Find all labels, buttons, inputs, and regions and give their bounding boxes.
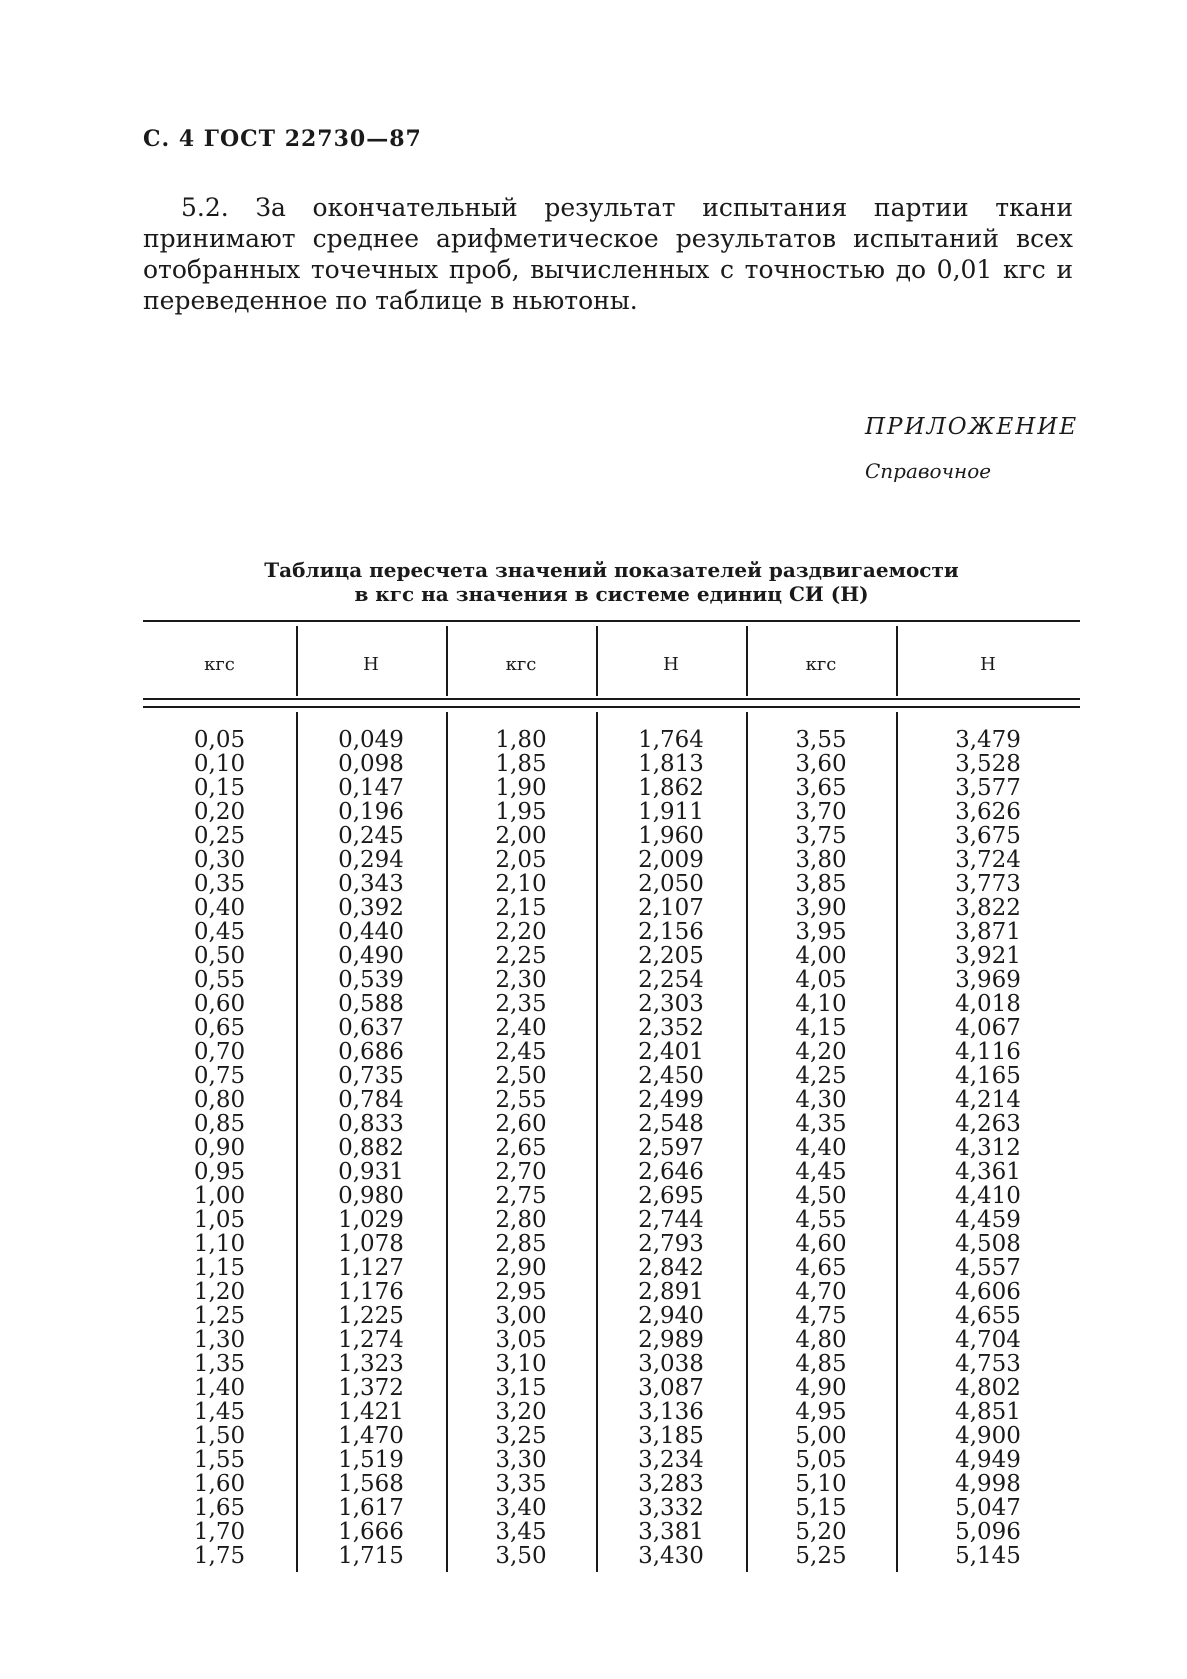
table-cell: 1,421 [338,1399,404,1425]
table-cell: 2,156 [638,919,704,945]
table-cell: 2,352 [638,1015,704,1041]
table-cell: 5,096 [955,1519,1021,1545]
table-cell: 4,90 [795,1375,847,1401]
table-cell: 3,969 [955,967,1021,993]
table-cell: 1,470 [338,1423,404,1449]
table-cell: 0,686 [338,1039,404,1065]
table-cell: 4,802 [955,1375,1021,1401]
table-cell: 4,606 [955,1279,1021,1305]
table-cell: 4,998 [955,1471,1021,1497]
table-cell: 4,263 [955,1111,1021,1137]
table-cell: 4,018 [955,991,1021,1017]
table-cell: 0,343 [338,871,404,897]
table-cell: 1,519 [338,1447,404,1473]
column-header: кгс [204,654,235,675]
table-cell: 0,45 [193,919,246,945]
table-cell: 1,70 [193,1519,246,1545]
table-cell: 4,10 [795,991,847,1017]
table-cell: 0,95 [193,1159,246,1185]
table-cell: 4,214 [955,1087,1021,1113]
table-cell: 4,116 [955,1039,1021,1065]
table-cell: 3,95 [795,919,847,945]
table-cell: 2,05 [495,847,547,873]
table-cell: 4,40 [795,1135,847,1161]
table-cell: 3,10 [495,1351,547,1377]
table-cell: 3,724 [955,847,1021,873]
table-cell: 4,655 [955,1303,1021,1329]
table-cell: 3,185 [638,1423,704,1449]
table-cell: 1,10 [193,1231,246,1257]
table-cell: 2,60 [495,1111,547,1137]
table-cell: 1,30 [193,1327,246,1353]
table-cell: 0,20 [193,799,246,825]
table-cell: 1,00 [193,1183,246,1209]
table-cell: 0,35 [193,871,246,897]
table-cell: 0,40 [193,895,246,921]
table-cell: 3,822 [955,895,1021,921]
table-cell: 4,900 [955,1423,1021,1449]
table-cell: 2,55 [495,1087,547,1113]
table-header-rule [143,698,1080,700]
table-cell: 3,675 [955,823,1021,849]
table-cell: 1,127 [338,1255,404,1281]
table-cell: 4,95 [795,1399,847,1425]
section-paragraph [143,192,1073,316]
table-cell: 4,05 [795,967,847,993]
table-cell: 1,90 [495,775,547,801]
table-cell: 3,15 [495,1375,547,1401]
table-cell: 2,842 [638,1255,704,1281]
table-cell: 2,25 [495,943,547,969]
table-cell: 1,25 [193,1303,246,1329]
table-cell: 4,459 [955,1207,1021,1233]
table-cell: 1,45 [193,1399,246,1425]
table-cell: 3,332 [638,1495,704,1521]
table-cell: 1,911 [638,799,704,825]
table-cell: 2,15 [495,895,547,921]
table-cell: 2,35 [495,991,547,1017]
table-cell: 0,588 [338,991,404,1017]
table-column [296,728,446,1568]
table-cell: 1,617 [338,1495,404,1521]
table-cell: 0,833 [338,1111,404,1137]
table-cell: 1,20 [193,1279,246,1305]
table-cell: 1,80 [495,727,547,753]
table-cell: 4,00 [795,943,847,969]
table-cell: 1,40 [193,1375,246,1401]
table-cell: 0,10 [193,751,246,777]
table-cell: 1,764 [638,727,704,753]
table-cell: 1,35 [193,1351,246,1377]
table-cell: 4,30 [795,1087,847,1113]
table-cell: 0,735 [338,1063,404,1089]
table-column [143,728,296,1568]
table-cell: 3,30 [495,1447,547,1473]
table-cell: 2,85 [495,1231,547,1257]
table-cell: 3,283 [638,1471,704,1497]
table-cell: 4,50 [795,1183,847,1209]
table-cell: 0,098 [338,751,404,777]
table-cell: 4,60 [795,1231,847,1257]
table-cell: 3,087 [638,1375,704,1401]
table-cell: 1,55 [193,1447,246,1473]
table-cell: 3,60 [795,751,847,777]
table-cell: 1,65 [193,1495,246,1521]
table-column [746,728,896,1568]
table-cell: 1,274 [338,1327,404,1353]
table-cell: 4,704 [955,1327,1021,1353]
table-cell: 4,361 [955,1159,1021,1185]
table-cell: 3,45 [495,1519,547,1545]
table-cell: 4,753 [955,1351,1021,1377]
table-cell: 3,136 [638,1399,704,1425]
table-cell: 1,666 [338,1519,404,1545]
table-cell: 5,145 [955,1543,1021,1569]
table-cell: 1,813 [638,751,704,777]
table-cell: 2,107 [638,895,704,921]
table-cell: 2,695 [638,1183,704,1209]
table-cell: 0,931 [338,1159,404,1185]
table-cell: 2,597 [638,1135,704,1161]
table-cell: 0,55 [193,967,246,993]
page-header: С. 4 ГОСТ 22730—87 [143,126,422,152]
table-cell: 1,029 [338,1207,404,1233]
table-cell: 3,381 [638,1519,704,1545]
table-cell: 4,75 [795,1303,847,1329]
table-cell: 5,00 [795,1423,847,1449]
table-cell: 3,25 [495,1423,547,1449]
table-cell: 2,793 [638,1231,704,1257]
table-cell: 3,55 [795,727,847,753]
table-column [446,728,596,1568]
table-cell: 4,20 [795,1039,847,1065]
table-cell: 2,009 [638,847,704,873]
table-cell: 5,05 [795,1447,847,1473]
table-cell: 3,626 [955,799,1021,825]
table-cell: 0,05 [193,727,246,753]
table-cell: 1,862 [638,775,704,801]
paragraph-text: 5.2. За окончательный результат испытания партии ткани принимают среднее арифметическое результатов испытаний всех отобранных точечных проб, вычисленных с точностью до 0,01 кгс и переведенное по таблице в ньютоны. [143,193,1073,315]
table-cell: 3,90 [795,895,847,921]
table-cell: 4,312 [955,1135,1021,1161]
table-cell: 0,539 [338,967,404,993]
table-cell: 1,60 [193,1471,246,1497]
table-cell: 0,60 [193,991,246,1017]
table-cell: 1,715 [338,1543,404,1569]
column-header: кгс [805,654,837,675]
table-header-rule-double [143,706,1080,708]
table-cell: 4,949 [955,1447,1021,1473]
table-cell: 3,05 [495,1327,547,1353]
table-cell: 3,40 [495,1495,547,1521]
table-cell: 1,323 [338,1351,404,1377]
table-cell: 4,45 [795,1159,847,1185]
table-cell: 1,372 [338,1375,404,1401]
table-cell: 4,85 [795,1351,847,1377]
table-cell: 3,70 [795,799,847,825]
table-cell: 1,85 [495,751,547,777]
table-cell: 3,20 [495,1399,547,1425]
table-column [896,728,1080,1568]
table-cell: 5,25 [795,1543,847,1569]
table-top-rule [143,620,1080,622]
table-cell: 0,90 [193,1135,246,1161]
table-cell: 2,744 [638,1207,704,1233]
table-cell: 2,548 [638,1111,704,1137]
appendix-title: ПРИЛОЖЕНИЕ [865,414,1079,440]
table-cell: 3,00 [495,1303,547,1329]
column-header: Н [663,654,679,675]
column-header: Н [363,654,379,675]
table-cell: 3,50 [495,1543,547,1569]
table-cell: 0,784 [338,1087,404,1113]
table-cell: 4,508 [955,1231,1021,1257]
table-cell: 2,254 [638,967,704,993]
appendix-subtitle: Справочное [865,459,992,483]
table-cell: 0,147 [338,775,404,801]
table-cell: 2,450 [638,1063,704,1089]
table-cell: 0,980 [338,1183,404,1209]
table-cell: 0,25 [193,823,246,849]
table-cell: 1,225 [338,1303,404,1329]
table-cell: 1,960 [638,823,704,849]
table-cell: 3,773 [955,871,1021,897]
table-cell: 0,294 [338,847,404,873]
table-cell: 2,65 [495,1135,547,1161]
table-cell: 4,55 [795,1207,847,1233]
table-cell: 3,871 [955,919,1021,945]
table-cell: 2,303 [638,991,704,1017]
table-cell: 0,50 [193,943,246,969]
table-cell: 2,30 [495,967,547,993]
table-cell: 3,80 [795,847,847,873]
table-cell: 0,65 [193,1015,246,1041]
table-cell: 4,851 [955,1399,1021,1425]
table-cell: 1,568 [338,1471,404,1497]
table-cell: 2,95 [495,1279,547,1305]
table-cell: 0,637 [338,1015,404,1041]
table-cell: 0,85 [193,1111,246,1137]
table-cell: 4,70 [795,1279,847,1305]
table-cell: 2,10 [495,871,547,897]
table-cell: 5,047 [955,1495,1021,1521]
table-cell: 0,490 [338,943,404,969]
table-caption-line2: в кгс на значения в системе единиц СИ (Н) [354,582,869,606]
table-cell: 4,35 [795,1111,847,1137]
table-cell: 0,882 [338,1135,404,1161]
table-cell: 0,392 [338,895,404,921]
table-cell: 4,65 [795,1255,847,1281]
table-cell: 0,049 [338,727,404,753]
table-cell: 2,205 [638,943,704,969]
table-cell: 5,20 [795,1519,847,1545]
table-cell: 1,75 [193,1543,246,1569]
table-caption-line1: Таблица пересчета значений показателей раздвигаемости [264,558,959,582]
table-cell: 2,499 [638,1087,704,1113]
table-cell: 3,85 [795,871,847,897]
table-cell: 0,15 [193,775,246,801]
table-cell: 0,70 [193,1039,246,1065]
table-cell: 4,165 [955,1063,1021,1089]
table-cell: 3,921 [955,943,1021,969]
table-cell: 3,75 [795,823,847,849]
table-cell: 2,401 [638,1039,704,1065]
table-cell: 2,050 [638,871,704,897]
table-column [596,728,746,1568]
table-cell: 2,50 [495,1063,547,1089]
table-cell: 3,479 [955,727,1021,753]
table-cell: 1,078 [338,1231,404,1257]
table-cell: 4,557 [955,1255,1021,1281]
table-cell: 0,80 [193,1087,246,1113]
table-cell: 2,90 [495,1255,547,1281]
table-cell: 2,20 [495,919,547,945]
table-cell: 1,50 [193,1423,246,1449]
table-cell: 3,430 [638,1543,704,1569]
column-header: кгс [505,654,537,675]
table-cell: 2,989 [638,1327,704,1353]
table-cell: 0,30 [193,847,246,873]
table-cell: 3,528 [955,751,1021,777]
table-cell: 4,15 [795,1015,847,1041]
table-cell: 5,10 [795,1471,847,1497]
table-cell: 2,75 [495,1183,547,1209]
table-cell: 2,45 [495,1039,547,1065]
table-cell: 0,75 [193,1063,246,1089]
table-cell: 3,038 [638,1351,704,1377]
table-cell: 2,891 [638,1279,704,1305]
column-header: Н [980,654,996,675]
table-cell: 4,410 [955,1183,1021,1209]
table-cell: 2,646 [638,1159,704,1185]
table-cell: 4,25 [795,1063,847,1089]
table-cell: 0,440 [338,919,404,945]
table-cell: 1,15 [193,1255,246,1281]
table-cell: 2,70 [495,1159,547,1185]
table-cell: 1,176 [338,1279,404,1305]
table-cell: 2,00 [495,823,547,849]
table-cell: 4,80 [795,1327,847,1353]
table-cell: 4,067 [955,1015,1021,1041]
table-cell: 1,95 [495,799,547,825]
table-cell: 3,35 [495,1471,547,1497]
table-cell: 5,15 [795,1495,847,1521]
table-cell: 0,196 [338,799,404,825]
table-cell: 2,940 [638,1303,704,1329]
table-cell: 1,05 [193,1207,246,1233]
table-cell: 0,245 [338,823,404,849]
table-cell: 3,65 [795,775,847,801]
table-cell: 3,577 [955,775,1021,801]
table-cell: 2,80 [495,1207,547,1233]
table-cell: 3,234 [638,1447,704,1473]
table-cell: 2,40 [495,1015,547,1041]
